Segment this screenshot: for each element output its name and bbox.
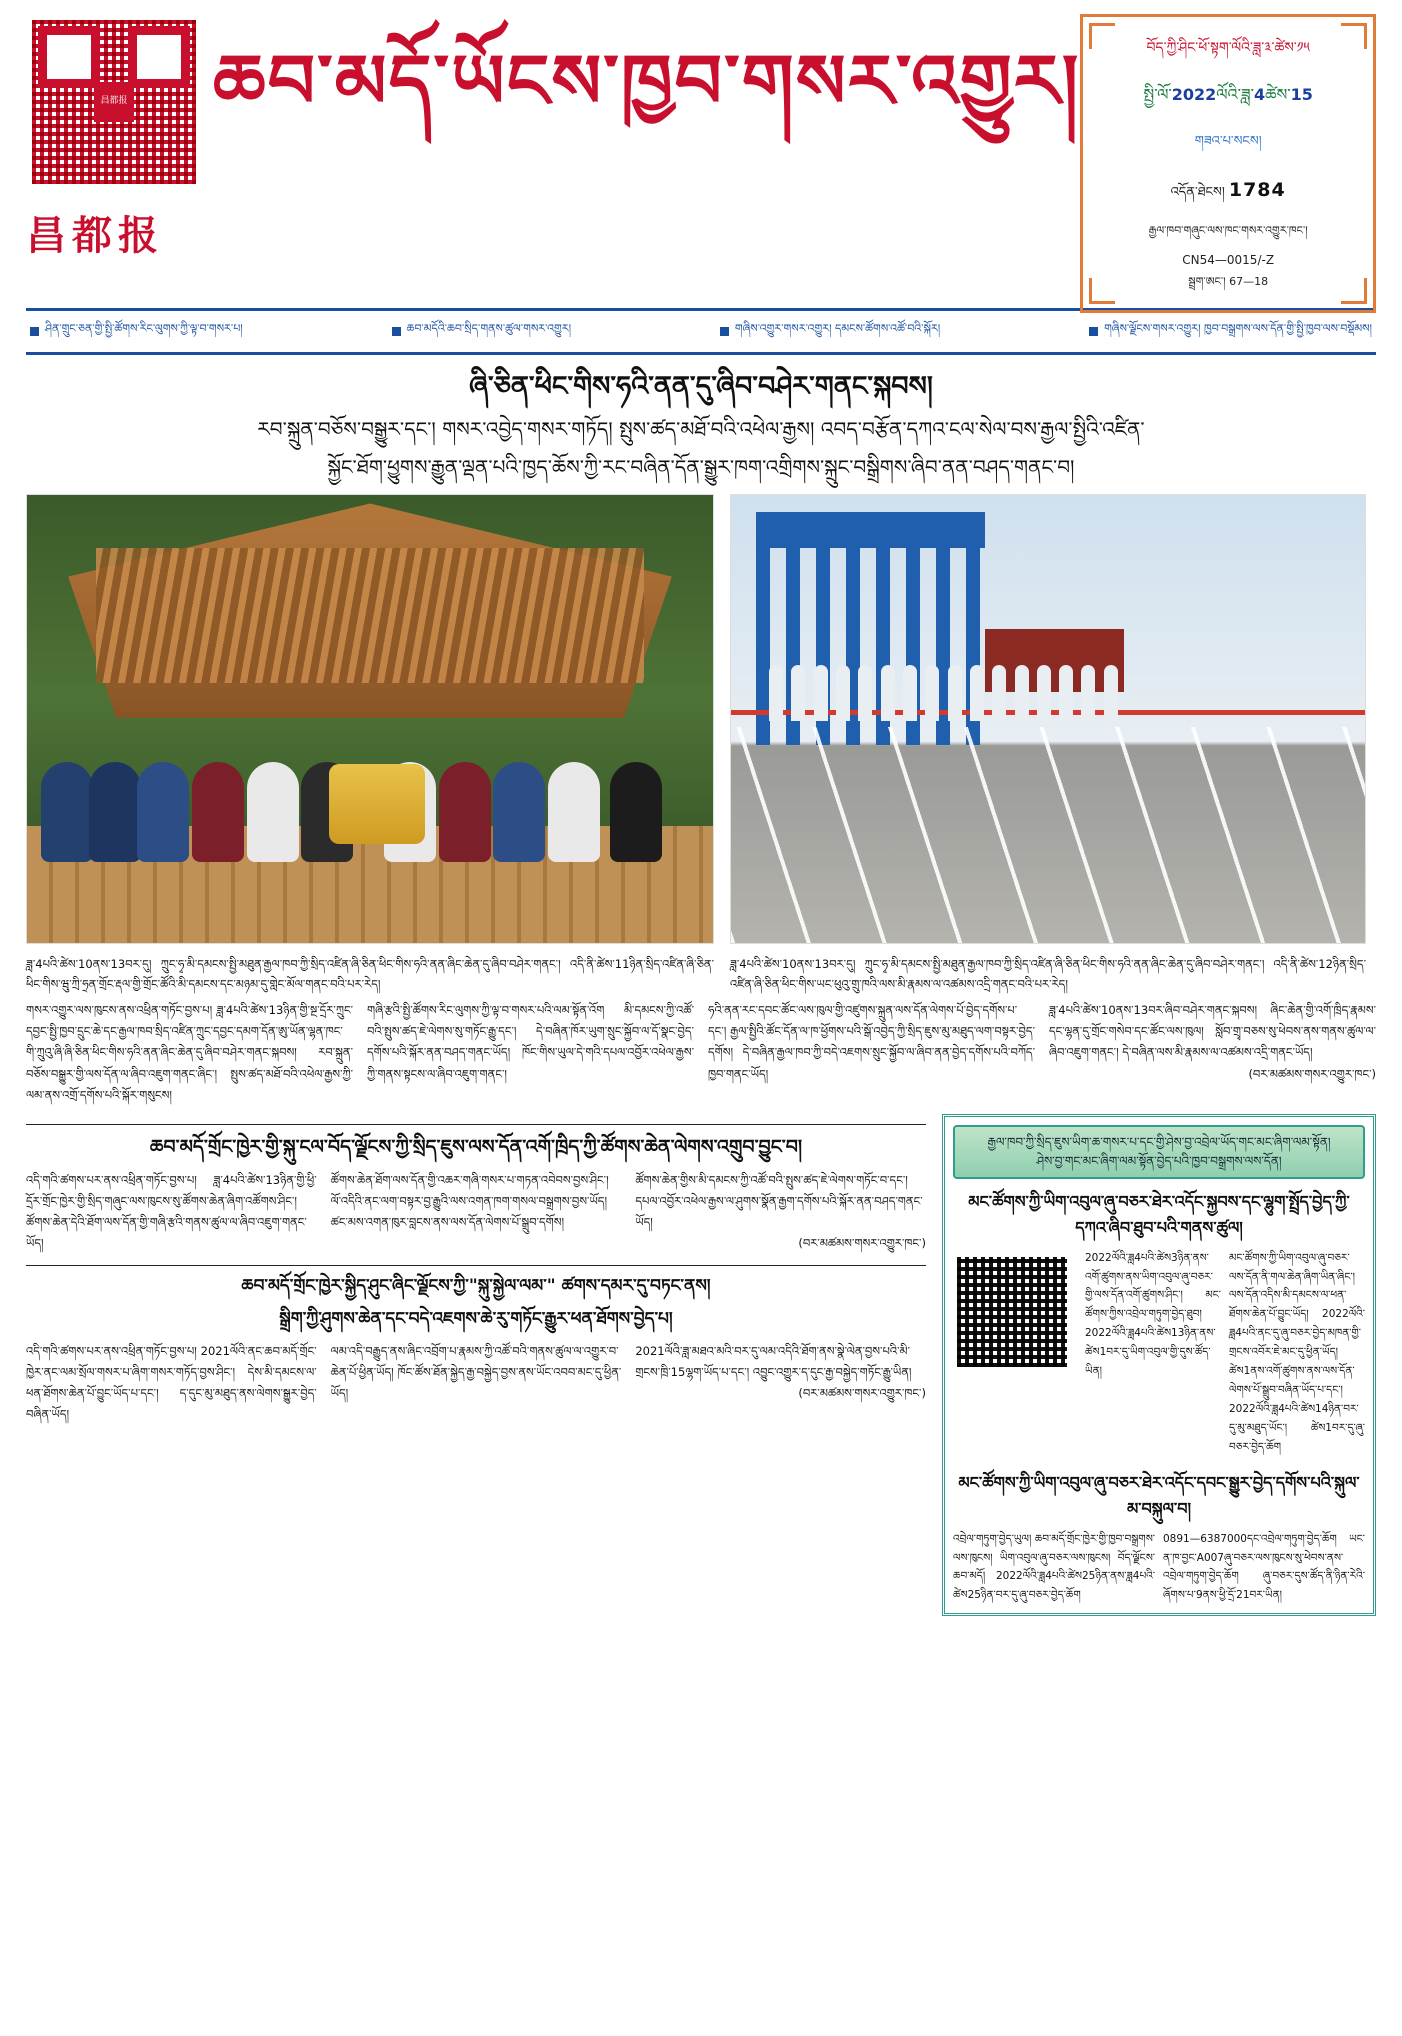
qr-center-label: 昌都报: [94, 82, 134, 122]
announcement-footer-right: 0891—6387000དང་འབྲེལ་གཏུག་བྱེད་ཆོག ཡང་ན་ཁ་བྱང་A007ཞུ་བཅར་ལས་ཁུངས་སུ་ཕེབས་ནས་འབྲེལ་གཏུག་བྱེད་ཆོག ཞུ་བཅར་དུས་ཚོད་ནི་ཉིན་རེའི་ཞོགས་པ་9ནས་ཕྱི་དྲོ་21བར་ཡིན།: [1163, 1532, 1365, 1602]
section-divider: [26, 1265, 926, 1266]
announcement-title: མང་ཚོགས་ཀྱི་ཡིག་འབུལ་ཞུ་བཅར་ཐེར་འདོང་སྐྱབས་དང་ལྷུག་སྤྲོད་བྱེད་ཀྱི་དཀའ་ཞིབ་ཐུབ་པའི་གནས་ཚུལ།: [968, 1192, 1350, 1238]
port-crane-top-shape: [756, 512, 984, 548]
lead-article-columns: [26, 1000, 1376, 1106]
corner-ornament-icon: [1089, 23, 1115, 49]
section3-byline: (བར་མཚམས་གསར་འགྱུར་ཁང་): [798, 1386, 926, 1401]
chinese-masthead-name: 昌都报: [26, 213, 164, 259]
section2-headline: ཆབ་མདོ་གྲོང་ཁྱེར་གྱི་སྐུ་ངལ་བོད་ལྗོངས་ཀྱི་སྲིད་ཇུས་ལས་དོན་འགོ་ཁྲིད་ཀྱི་ཚོགས་ཆེན་ལེགས་འགྲུབ་བྱུང་བ།: [149, 1136, 803, 1159]
photo-captions: [26, 954, 1376, 994]
date-day: 15: [1290, 85, 1313, 104]
issue-number: 1784: [1228, 179, 1286, 201]
corner-ornament-icon: [1341, 23, 1367, 49]
postal-code: 67—18: [1229, 275, 1269, 288]
nav-item-label: གཞིས་འགྱུར་གསར་འགྱུར། དམངས་ཚོགས་འཚོ་བའི་སྐོར།: [734, 322, 941, 335]
pavilion-beams-shape: [96, 548, 645, 682]
lead-photo-row: [26, 494, 1376, 944]
photo-caption-right: ཟླ་4པའི་ཚེས་10ནས་13བར་དུ། ཀྲུང་ཧྭ་མི་དམངས་སྤྱི་མཐུན་རྒྱལ་ཁབ་ཀྱི་སྲིད་འཛིན་ཞི་ཅིན་ཕིང་གིས་ཧའི་ནན་ཞིང་ཆེན་དུ་ཞིབ་བཤེར་གནང་། འདི་ནི་ཚེས་12ཉིན་སྲིད་འཛིན་ཞི་ཅིན་ཕིང་གིས་ཡང་ཕུའུ་གྲུ་ཁའི་ལས་མི་རྣམས་ལ་འཚམས་འདྲི་གནང་བའི་པར་རེད།: [730, 956, 1366, 991]
section3-headline-line1: ཆབ་མདོ་གྲོང་ཁྱེར་སྐྱིད་ཤུང་ཞིང་ལྗོངས་ཀྱི་"སྐུ་སྐྱེལ་ལམ་" ཚགས་དམར་དུ་བཏང་ནས།: [241, 1275, 711, 1296]
announcement-qr-code-icon[interactable]: [953, 1253, 1071, 1371]
photo-caption-left: ཟླ་4པའི་ཚེས་10ནས་13བར་དུ། ཀྲུང་ཧྭ་མི་དམངས་སྤྱི་མཐུན་རྒྱལ་ཁབ་ཀྱི་སྲིད་འཛིན་ཞི་ཅིན་ཕིང་གིས་ཧའི་ནན་ཞིང་ཆེན་དུ་ཞིབ་བཤེར་གནང་། འདི་ནི་ཚེས་11ཉིན་སྲིད་འཛིན་ཞི་ཅིན་ཕིང་གིས་ཝུ་ཀྲི་ཧྲན་གྲོང་རྡལ་གྱི་གྲོང་ཚོའི་མི་དམངས་དང་མཉམ་དུ་གླེང་མོལ་གནང་བའི་པར་རེད།: [26, 956, 714, 991]
article-column: གཞི་རྩའི་སྤྱི་ཚོགས་རིང་ལུགས་ཀྱི་ལྟ་བ་གསར་པའི་ལམ་སྟོན་འོག མི་དམངས་ཀྱི་འཚོ་བའི་སྤུས་ཚད་ཇེ་ལེགས་སུ་གཏོང་རྒྱུ་དང་། དེ་བཞིན་ཁོར་ཡུག་སྲུང་སྐྱོབ་ལ་དོ་སྣང་བྱེད་དགོས་པའི་སྐོར་ནན་བཤད་གནང་ཡོད། ཁོང་གིས་ཡུལ་དེ་གའི་དཔལ་འབྱོར་འཕེལ་རྒྱས་ཀྱི་གནས་སྟངས་ལ་ཞིབ་འཇུག་གནང་།: [367, 1002, 694, 1081]
date-mid: ལོའི་ཟླ་: [1216, 85, 1254, 104]
masthead-meta-box: [1080, 14, 1376, 313]
article-column-text: ཟླ་4པའི་ཚེས་10ནས་13བར་ཞིབ་བཤེར་གནང་སྐབས། ཞིང་ཆེན་གྱི་འགོ་ཁྲིད་རྣམས་དང་ལྷན་དུ་གྲོང་གསེབ་དང་ཚོང་ལས་ཁུལ། སློབ་གྲྭ་བཅས་སུ་ཕེབས་ནས་གནས་ཚུལ་ལ་ཞིབ་འཇུག་གནང་། དེ་བཞིན་ལས་མི་རྣམས་ལ་འཚམས་འདྲི་གནང་ཡོད།: [1049, 1002, 1376, 1060]
section2-column: ཚོགས་ཆེན་ཐོག་ལས་དོན་གྱི་འཆར་གཞི་གསར་པ་གཏན་འབེབས་བྱས་ཤིང་། ལོ་འདིའི་ནང་ལག་བསྟར་བྱ་རྒྱུའི་ལས་འགན་ཁག་གསལ་བསྒྲགས་བྱས་ཡོད། ཚང་མས་འགན་ཁུར་བླངས་ནས་ལས་དོན་ལེགས་པོ་སྒྲུབ་དགོས།: [330, 1172, 609, 1230]
masthead-title-block: [213, 14, 1080, 123]
article-byline: (བར་མཚམས་གསར་འགྱུར་ཁང་): [1248, 1066, 1376, 1081]
nav-item-2[interactable]: [720, 316, 940, 347]
announcement-box: [942, 1114, 1376, 1616]
round-table-shape: [329, 764, 425, 844]
nav-item-label: གཞིས་ལྗོངས་གསར་འགྱུར། ཁྱབ་བསྒྲགས་ལས་དོན་གྱི་སྤྱི་ཁྱབ་ལས་བསྡོམས།: [1104, 322, 1372, 335]
corner-ornament-icon: [1089, 278, 1115, 304]
gregorian-date: [1093, 77, 1363, 122]
green-banner-line-2: ཤེས་བྱ་གང་མང་ཞིག་ལམ་སྟོན་བྱེད་པའི་ཁྱབ་བསྒྲགས་ལས་དོན།: [1036, 1154, 1282, 1169]
announcement-main-text: མང་ཚོགས་ཀྱི་ཡིག་འབུལ་ཞུ་བཅར་ལས་དོན་ནི་གལ་ཆེན་ཞིག་ཡིན་ཞིང་། ལས་དོན་འདིས་མི་དམངས་ལ་ཕན་ཐོགས་ཆེན་པོ་བྱུང་ཡོད། 2022ལོའི་ཟླ4པའི་ནང་དུ་ཞུ་བཅར་བྱེད་མཁན་གྱི་གྲངས་འབོར་ཇེ་མང་དུ་ཕྱིན་ཡོད། ཚེས1ནས་འགོ་ཚུགས་ནས་ལས་དོན་ལེགས་པོ་སྒྲུབ་བཞིན་ཡོད་པ་དང་། 2022ལོའི་ཟླ4པའི་ཚེས14ཉིན་བར་དུ་མུ་མཐུད་ཡོང་། ཚེས1བར་དུ་ཞུ་བཅར་བྱེད་ཆོག: [1229, 1251, 1365, 1453]
green-banner-line-1: རྒྱལ་ཁབ་ཀྱི་སྲིད་ཇུས་ཡིག་ཆ་གསར་པ་དང་གྱི་ཤེས་བྱ་འབྲེལ་ཡོད་གང་མང་ཞིག་ལམ་སྟོན།: [987, 1135, 1331, 1150]
bullet-square-icon: [392, 327, 401, 336]
headline-sub-1: རབ་སྐྲུན་བཅོས་བསྒྱུར་དང་། གསར་འབྱེད་གསར་གཏོད། སྤུས་ཚད་མཐོ་བའི་འཕེལ་རྒྱས། འབད་བརྩོན་དཀའ་ངལ་སེལ་བས་རྒྱལ་སྤྱིའི་འཛིན་: [257, 416, 1145, 441]
section2-column-text: ཚོགས་ཆེན་གྱིས་མི་དམངས་ཀྱི་འཚོ་བའི་སྤུས་ཚད་ཇེ་ལེགས་གཏོང་བ་དང་། དཔལ་འབྱོར་འཕེལ་རྒྱས་ལ་ཤུགས་སྣོན་རྒྱག་དགོས་པའི་སྐོར་ནན་བཤད་གནང་ཡོད།: [635, 1172, 923, 1230]
article-column-last: [1049, 1000, 1376, 1106]
section-divider: [26, 1124, 926, 1125]
section3-columns: [26, 1341, 926, 1426]
section3-column: ལམ་འདི་བརྒྱུད་ནས་ཞིང་འབྲོག་པ་རྣམས་ཀྱི་འཚོ་བའི་གནས་ཚུལ་ལ་འགྱུར་བ་ཆེན་པོ་ཕྱིན་ཡོད། ཁོང་ཚོས་ཐོན་སྐྱེད་རྒྱ་བསྐྱེད་བྱས་ནས་ཡོང་འབབ་མང་དུ་ཕྱིན་ཡོད།: [330, 1343, 622, 1401]
bullet-square-icon: [1089, 327, 1098, 336]
section3-column: འདི་གའི་ཚགས་པར་ནས་འཕྲིན་གཏོང་བྱས་པ། 2021ལོའི་ནང་ཆབ་མདོ་གྲོང་ཁྱེར་ནང་ལམ་སྲོལ་གསར་པ་ཞིག་གསར་གཏོད་བྱས་ཤིང་། དེས་མི་དམངས་ལ་ཕན་ཐོགས་ཆེན་པོ་བྱུང་ཡོད་པ་དང་། ད་དུང་མུ་མཐུད་ནས་ལེགས་སྒྱུར་བྱེད་བཞིན་ཡོད།: [26, 1343, 317, 1422]
section2-byline: (བར་མཚམས་གསར་འགྱུར་ཁང་): [798, 1236, 926, 1251]
tibetan-date: བོད་ཀྱི་ཤིང་ཕོ་སྟག་ལོའི་ཟླ་༣་ཚེས་༡༥: [1146, 40, 1310, 56]
article-column: ཧའི་ནན་རང་དབང་ཚོང་ལས་ཁུལ་གྱི་འཛུགས་སྐྲུན་ལས་དོན་ལེགས་པོ་བྱེད་དགོས་པ་དང་། རྒྱལ་སྤྱིའི་ཚོང་དོན་ལ་ཁ་ཕྱོགས་པའི་སྒོ་འབྱེད་ཀྱི་སྲིད་ཇུས་མུ་མཐུད་ལག་བསྟར་བྱེད་དགོས། དེ་བཞིན་རྒྱལ་ཁབ་ཀྱི་བདེ་འཇགས་སྲུང་སྐྱོབ་ལ་ཞིབ་ནན་བྱེད་དགོས་པའི་བཀོད་ཁྱབ་གནང་ཡོད།: [708, 1002, 1035, 1081]
section3-headline-line2: སྒྲིག་ཀྱི་ཤུགས་ཆེན་དང་བདེ་འཇགས་ཆེ་རུ་གཏོང་རྒྱུར་ཕན་ཐོགས་བྱེད་པ།: [279, 1309, 673, 1330]
nav-item-label: ཆབ་མདོའི་ཆབ་སྲིད་གནས་ཚུལ་གསར་འགྱུར།: [406, 322, 572, 335]
date-prefix: སྤྱི་ལོ་: [1143, 85, 1172, 104]
weekday: གཟའ་པ་སངས།: [1194, 134, 1262, 149]
announcement-footer: [953, 1530, 1365, 1606]
announcement-body: [953, 1249, 1365, 1457]
photo-pavilion-meeting: [26, 494, 714, 944]
corner-ornament-icon: [1341, 278, 1367, 304]
lower-section: [26, 1114, 1376, 1616]
article-column: གསར་འགྱུར་ལས་ཁུངས་ནས་འཕྲིན་གཏོང་བྱས་པ། ཟླ་4པའི་ཚེས་13ཉིན་གྱི་སྔ་དྲོར་ཀྲུང་དབྱང་སྤྱི་ཁྱབ་དྲུང་ཆེ་དང་རྒྱལ་ཁབ་སྲིད་འཛིན་ཀྲུང་དབྱང་དམག་དོན་ཨུ་ཡོན་ལྷན་ཁང་གི་ཀྲུའུ་ཞི་ཞི་ཅིན་ཕིང་གིས་ཧའི་ནན་ཞིང་ཆེན་དུ་ཞིབ་བཤེར་གནང་སྐབས། རབ་སྐྲུན་བཅོས་བསྒྱུར་གྱི་ལས་དོན་ལ་ཞིབ་འཇུག་གནང་ཞིང་། སྤུས་ཚད་མཐོ་བའི་འཕེལ་རྒྱས་ཀྱི་ལམ་ནས་འགྲོ་དགོས་པའི་སྐོར་གསུངས།: [26, 1002, 353, 1102]
headline-sub-2: སྐྱོང་ཐོག་ཕྱུགས་རྒྱུན་ལྡན་པའི་ཁྱད་ཆོས་ཀྱི་རང་བཞིན་དོན་སྒྱུར་ཁག་འགྲིགས་སྐྲུང་བསྒྲིགས་ཞིབ་ནན་བཤད་གནང་བ།: [327, 454, 1075, 479]
announcement-subtitle: མང་ཚོགས་ཀྱི་ཡིག་འབུལ་ཞུ་བཅར་ཐེར་འདོང་དབང་སྒྱུར་བྱེད་དགོས་པའི་སྐུལ་མ་བསྐུལ་བ།: [958, 1473, 1360, 1519]
nav-item-label: ཤིན་གྲུང་ཅན་གྱི་སྤྱི་ཚོགས་རིང་ལུགས་ཀྱི་ལྟ་བ་གསར་པ།: [45, 322, 243, 335]
section3-column-text: 2021ལོའི་ཟླ་མཐའ་མའི་བར་དུ་ལམ་འདིའི་ཐོག་ནས་སྣེ་ལེན་བྱས་པའི་མི་གྲངས་ཁྲི་15ལྷག་ཡོད་པ་དང་། འབྱུང་འགྱུར་ད་དུང་རྒྱ་བསྐྱེད་གཏོང་རྒྱུ་ཡིན།: [635, 1343, 912, 1379]
date-suffix: ཚེས་: [1265, 85, 1291, 104]
issue-line: [1093, 177, 1363, 214]
masthead: [26, 14, 1376, 304]
postal-code-line: [1093, 269, 1363, 300]
publisher: རྒྱལ་ཁབ་གཞུང་ལས་ཁང་གསར་འགྱུར་ཁང་།: [1148, 224, 1308, 237]
masthead-qr-block: [26, 14, 213, 261]
section2-column-last: [635, 1170, 926, 1255]
section2-column: འདི་གའི་ཚགས་པར་ནས་འཕྲིན་གཏོང་བྱས་པ། ཟླ་4པའི་ཚེས་13ཉིན་གྱི་ཕྱི་དྲོར་གྲོང་ཁྱེར་གྱི་སྲིད་གཞུང་ལས་ཁུངས་སུ་ཚོགས་ཆེན་ཞིག་འཚོགས་ཤིང་། ཚོགས་ཆེན་དེའི་ཐོག་ལས་དོན་གྱི་གཞི་རྩའི་གནས་ཚུལ་ལ་ཞིབ་འཇུག་གནང་ཡོད།: [26, 1172, 317, 1251]
section3-column-last: [635, 1341, 926, 1426]
nav-item-3[interactable]: [1089, 316, 1372, 347]
lower-left-articles: [26, 1114, 926, 1616]
bullet-square-icon: [30, 327, 39, 336]
lead-headline: [26, 367, 1376, 484]
announcement-qr-note: 2022ལོའི་ཟླ4པའི་ཚེས3ཉིན་ནས་འགོ་ཚུགས་ནས་ཡིག་འབུལ་ཞུ་བཅར་གྱི་ལས་དོན་འགོ་ཚུགས་ཤིང་། མང་ཚོགས་ཀྱིས་འབྲེལ་གཏུག་བྱེད་ཐུབ། 2022ལོའི་ཟླ4པའི་ཚེས13ཉིན་ནས་ཚེས1བར་དུ་ཡིག་འབུལ་གྱི་དུས་ཚོད་ཡིན།: [1085, 1251, 1221, 1377]
photo-port-inspection: [730, 494, 1366, 944]
announcement-footer-left: འབྲེལ་གཏུག་བྱེད་ཡུལ། ཆབ་མདོ་གྲོང་ཁྱེར་གྱི་ཁྱབ་བསྒྲགས་ལས་ཁུངས། ཡིག་འབུལ་ཞུ་བཅར་ལས་ཁུངས། བོད་ལྗོངས་ཆབ་མདོ། 2022ལོའི་ཟླ4པའི་ཚེས25ཉིན་ནས་ཟླ4པའི་ཚེས25ཉིན་བར་དུ་ཞུ་བཅར་བྱེད་ཆོག: [953, 1532, 1155, 1602]
standing-workers-row: [769, 665, 1327, 737]
nav-item-1[interactable]: [392, 316, 572, 347]
section-nav-bar: [26, 308, 1376, 355]
page-title: ཆབ་མདོ་ཡོངས་ཁྱབ་གསར་འགྱུར།: [213, 39, 1081, 125]
cn-registration-code: CN54—0015/-Z: [1182, 253, 1275, 267]
section2-columns: [26, 1170, 926, 1255]
qr-code-icon[interactable]: [26, 14, 202, 190]
date-month: 4: [1253, 85, 1266, 104]
postal-label: སྦྲག་ཨང་།: [1188, 275, 1226, 288]
bullet-square-icon: [720, 327, 729, 336]
headline-main: ཞི་ཅིན་ཕིང་གིས་ཧའི་ནན་དུ་ཞིབ་བཤེར་གནང་སྐབས།: [469, 371, 933, 402]
issue-label: འདོན་ཐེངས།: [1170, 185, 1225, 200]
nav-item-0[interactable]: [30, 316, 243, 347]
date-year: 2022: [1171, 85, 1217, 104]
pavement-markings: [731, 727, 1365, 942]
announcement-green-banner: [953, 1125, 1365, 1179]
